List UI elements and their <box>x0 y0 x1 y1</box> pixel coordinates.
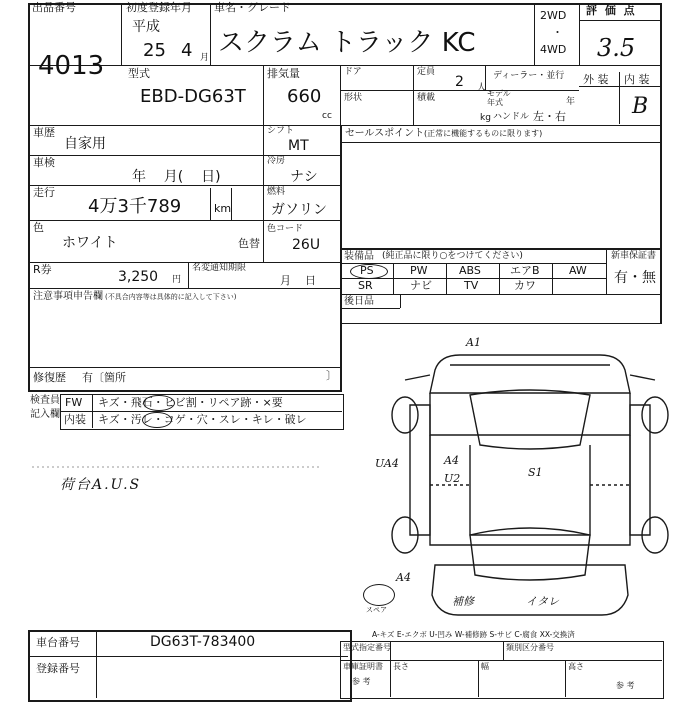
equipment-label: 装備品 <box>344 251 374 262</box>
divider <box>606 248 607 294</box>
divider <box>28 656 348 657</box>
inspector-label-bottom: 記入欄 <box>30 409 60 420</box>
color-label: 色 <box>33 221 44 234</box>
reg-month: 4 <box>181 40 193 61</box>
grade-label: 評 価 点 <box>586 4 637 17</box>
chassis-value: DG63T-783400 <box>150 634 256 650</box>
capacity-value: 2 <box>455 74 464 90</box>
model-value: EBD-DG63T <box>140 86 246 107</box>
reg-label: 登録番号 <box>36 662 80 675</box>
model-year-label: モデル 年式 <box>487 89 511 107</box>
mileage-label: 走行 <box>33 186 55 199</box>
class-label: 類別区分番号 <box>506 643 554 652</box>
capacity-label: 定員 <box>417 67 436 77</box>
handle-value: 左・右 <box>533 110 566 123</box>
divider <box>188 262 189 288</box>
ac-value: ナシ <box>290 169 318 185</box>
capacity-unit: 人 <box>477 83 487 93</box>
frame-left-upper <box>28 3 30 391</box>
shift-label: シフト <box>267 126 295 136</box>
notes-label: 注意事項申告欄 <box>33 291 103 302</box>
height-label: 高さ <box>568 662 584 671</box>
divider <box>92 394 93 428</box>
displacement-label: 排気量 <box>267 67 300 80</box>
spec-label: 型式指定番号 <box>343 643 391 652</box>
divider <box>210 3 211 65</box>
garage-label: 車庫証明書 <box>343 662 383 671</box>
mark-repair2: イタレ <box>526 595 559 608</box>
repair-label: 修復歴 <box>33 371 66 384</box>
displacement-value: 660 <box>287 86 322 107</box>
equipment-sub: (純正品に限り○をつけてください) <box>382 251 523 261</box>
score: 3.5 <box>597 34 636 62</box>
divider <box>579 20 660 21</box>
divider <box>28 367 340 368</box>
mark-u2: U2 <box>444 472 461 485</box>
width-label: 幅 <box>481 662 489 671</box>
fuel-value: ガソリン <box>271 202 327 218</box>
equip-abs: ABS <box>459 264 481 277</box>
equip-airbag: エアB <box>510 264 540 277</box>
mark-a1: A1 <box>466 336 481 349</box>
divider <box>121 3 122 65</box>
history-label: 車歴 <box>33 126 55 139</box>
km-unit: km <box>214 202 232 215</box>
shape-label: 形状 <box>344 93 363 103</box>
divider <box>60 411 342 412</box>
dealer-label: ディーラー・並行 <box>493 71 565 81</box>
divider <box>393 263 394 294</box>
legend: A-キズ E-エクボ U-凹み W-補修跡 S-サビ C-腐食 XX-交換済 <box>372 630 575 639</box>
divider <box>503 641 504 660</box>
frame-top <box>28 3 662 5</box>
divider <box>340 308 400 309</box>
exterior-label: 外 装 <box>583 73 609 86</box>
mark-s1: S1 <box>528 466 543 479</box>
year-unit: 年 <box>566 97 576 107</box>
divider <box>28 185 340 186</box>
drive-dot: ・ <box>552 26 563 39</box>
lot-label: 出品番号 <box>32 1 76 14</box>
ref-note: 参 考 <box>616 681 635 690</box>
repair-value: 有〔箇所 <box>82 371 126 384</box>
circle-mark <box>143 395 175 411</box>
load-label: 積載 <box>417 93 436 103</box>
name-change-label: 名変通知期限 <box>192 263 247 273</box>
divider <box>210 188 211 220</box>
ref-label: 参 考 <box>352 677 371 686</box>
cc-unit: cc <box>322 111 332 121</box>
equip-tv: TV <box>464 279 479 292</box>
divider <box>340 125 342 390</box>
divider <box>340 660 662 661</box>
chassis-label: 車台番号 <box>36 636 80 649</box>
notes-sub: (不具合内容等は具体的に記入して下さい) <box>105 293 237 301</box>
inspection-value: 年 月( 日) <box>132 169 221 185</box>
drive-4wd: 4WD <box>540 43 567 56</box>
divider <box>499 263 500 294</box>
warranty-value: 有・無 <box>614 270 656 286</box>
mark-a4: A4 <box>444 454 459 467</box>
divider <box>263 125 264 225</box>
divider <box>534 3 535 65</box>
divider <box>28 155 340 156</box>
equip-navi: ナビ <box>410 279 432 292</box>
kg-unit: kg <box>480 113 491 123</box>
shift-value: MT <box>288 138 309 154</box>
divider <box>660 294 661 324</box>
car-name: スクラム トラック KC <box>218 28 476 58</box>
car-name-label: 車名・グレード <box>214 1 291 14</box>
mark-ua4: UA4 <box>375 457 399 470</box>
divider <box>579 3 580 65</box>
recycle-label: R券 <box>33 263 52 276</box>
warranty-label: 新車保証書 <box>611 251 657 261</box>
mark-repair1: 補修 <box>452 595 474 608</box>
reg-year: 25 <box>143 40 166 61</box>
fw-label: FW <box>65 396 83 409</box>
divider <box>28 125 660 126</box>
length-label: 長さ <box>393 662 409 671</box>
model-label: 型式 <box>128 67 150 80</box>
divider <box>413 65 414 125</box>
equip-pw: PW <box>410 264 428 277</box>
divider <box>340 248 660 250</box>
ac-label: 冷房 <box>267 156 286 166</box>
circle-mark <box>142 412 172 428</box>
divider <box>340 294 660 295</box>
interior-grade: B <box>632 94 649 119</box>
divider <box>446 263 447 294</box>
divider <box>565 660 566 697</box>
divider <box>231 188 232 220</box>
int-label: 内装 <box>64 413 86 426</box>
dotted-lines <box>32 462 332 472</box>
repair-close: 〕 <box>326 369 337 382</box>
color-value: ホワイト <box>62 235 118 251</box>
name-change-value: 月 日 <box>280 274 316 287</box>
divider <box>340 323 662 324</box>
handwritten-remark: 荷台A.U.S <box>60 477 142 493</box>
handle-label: ハンドル <box>493 112 530 122</box>
divider <box>28 262 340 263</box>
equip-ps: PS <box>360 264 374 277</box>
divider <box>400 294 401 308</box>
fuel-label: 燃料 <box>267 187 286 197</box>
divider <box>28 288 340 289</box>
interior-label: 内 装 <box>624 73 650 86</box>
spare-tire <box>363 584 395 606</box>
divider <box>28 65 660 66</box>
divider <box>28 220 340 221</box>
color-code-value: 26U <box>292 237 321 253</box>
yen-unit: 円 <box>172 275 182 285</box>
sales-label: セールスポイント <box>345 128 425 139</box>
divider <box>28 390 342 392</box>
divider <box>263 225 264 262</box>
frame-right-upper <box>660 3 662 323</box>
door-label: ドア <box>344 67 362 77</box>
equip-aw: AW <box>569 264 587 277</box>
first-reg-label: 初度登録年月 <box>126 1 192 14</box>
era: 平成 <box>132 19 160 35</box>
color-change-label: 色替 <box>238 237 260 250</box>
mileage-value: 4万3千789 <box>88 196 182 217</box>
spare-label: スペア <box>366 606 387 614</box>
divider <box>340 90 579 91</box>
car-diagram <box>390 335 670 625</box>
fw-text: キズ・飛石・ヒビ割・リペア跡・×要 <box>98 396 283 409</box>
divider <box>340 65 341 125</box>
equip-sr: SR <box>358 279 373 292</box>
drive-2wd: 2WD <box>540 9 567 22</box>
inspector-label-top: 検査員 <box>30 395 60 406</box>
month-unit: 月 <box>200 53 210 63</box>
mark-a4-lower: A4 <box>396 571 411 584</box>
recycle-fee: 3,250 <box>118 269 159 285</box>
divider <box>478 660 479 697</box>
divider <box>96 630 97 698</box>
color-code-label: 色コード <box>267 224 304 234</box>
sales-sub: (正常に機能するものに限ります) <box>424 129 543 138</box>
int-text: キズ・汚レ・コゲ・穴・スレ・キレ・破レ <box>98 413 307 426</box>
lot-number: 4013 <box>38 51 105 81</box>
divider <box>552 263 553 294</box>
divider <box>340 142 660 143</box>
after-label: 後日品 <box>344 296 374 307</box>
inspection-label: 車検 <box>33 156 55 169</box>
equip-leather: カワ <box>514 279 536 292</box>
divider <box>263 65 264 125</box>
history-value: 自家用 <box>64 136 106 152</box>
divider <box>619 72 620 124</box>
